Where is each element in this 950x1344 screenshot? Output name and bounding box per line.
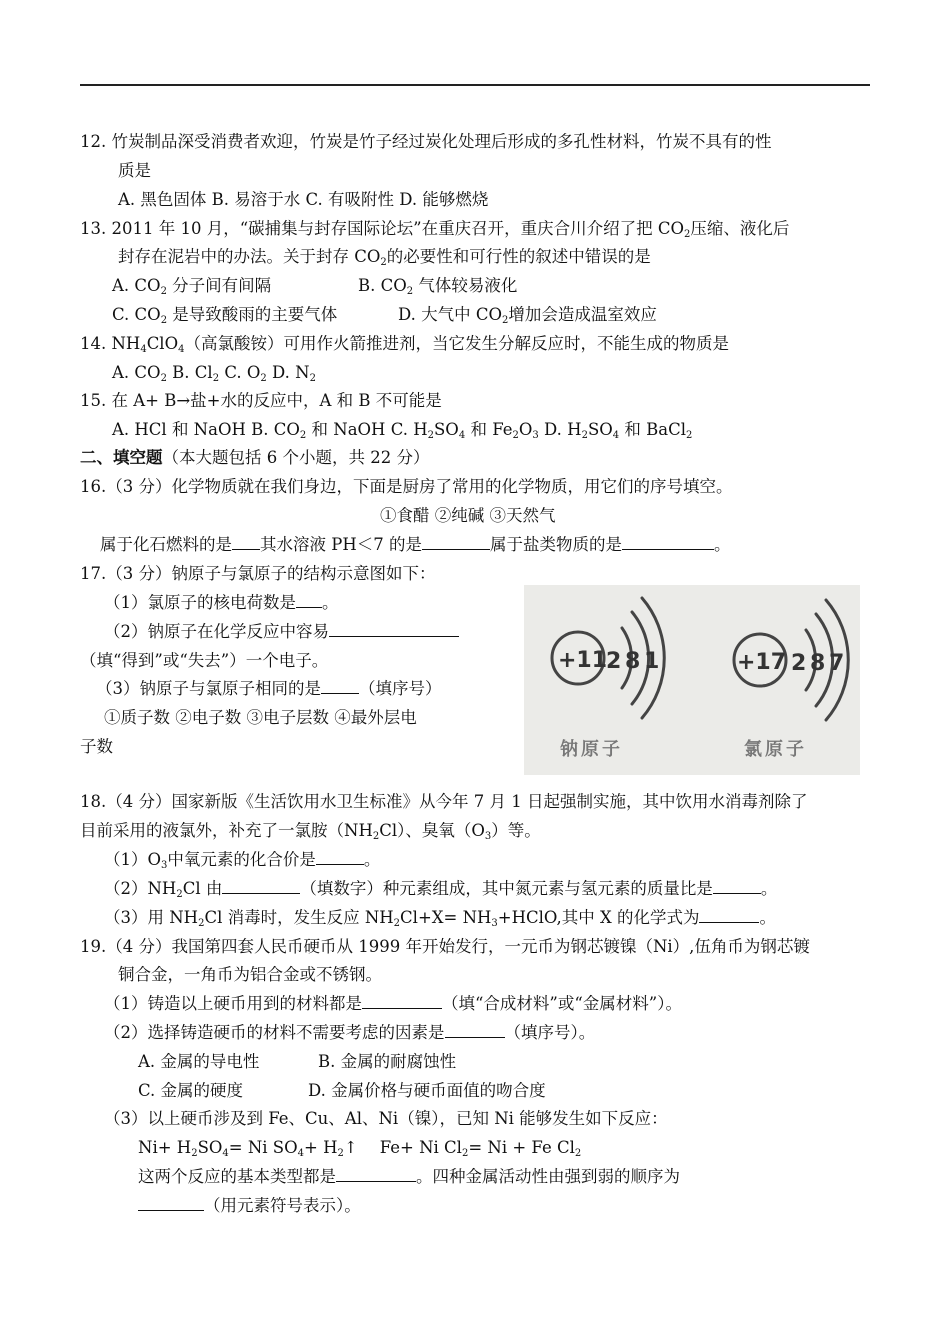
q19-option-b: B. 金属的耐腐蚀性 bbox=[318, 1052, 457, 1071]
q19-stem: 19.（4 分）我国第四套人民币硬币从 1999 年开始发行，一元币为钢芯镀镍（Ni）,伍角币为钢芯镀 bbox=[80, 937, 810, 956]
cl-shell-3-count: 7 bbox=[829, 651, 845, 676]
q17-part3-options-cont: 子数 bbox=[80, 737, 113, 756]
q17-part1: （1）氯原子的核电荷数是 。 bbox=[104, 593, 339, 612]
q13-option-b: B. $CO_2$ 气体较易液化 bbox=[358, 276, 518, 297]
q13-stem: 13. 2011 年 10 月，“碳捕集与封存国际论坛”在重庆召开，重庆合川介绍了把 $CO_2$压缩、液化后 bbox=[80, 219, 790, 240]
q19-stem-cont: 铜合金，一角币为铝合金或不锈钢。 bbox=[118, 965, 382, 984]
q19-option-a: A. 金属的导电性 bbox=[138, 1052, 260, 1071]
q19-part1: （1）铸造以上硬币用到的材料都是 （填“合成材料”或“金属材料”）。 bbox=[104, 994, 682, 1013]
q19-part3-question: 这两个反应的基本类型都是 。四种金属活动性由强到弱的顺序为 bbox=[138, 1167, 680, 1186]
q17-part3-options: ①质子数 ②电子数 ③电子层数 ④最外层电 bbox=[104, 708, 417, 727]
q12-stem-cont: 质是 bbox=[118, 161, 151, 180]
q16-items: ①食醋 ②纯碱 ③天然气 bbox=[380, 506, 556, 525]
header-rule bbox=[80, 84, 870, 86]
cl-shell-1-count: 2 bbox=[791, 651, 807, 676]
q12-stem: 12. 竹炭制品深受消费者欢迎，竹炭是竹子经过炭化处理后形成的多孔性材料，竹炭不具有的性 bbox=[80, 132, 772, 151]
na-shell-3-count: 1 bbox=[644, 649, 660, 674]
q18-stem: 18.（4 分）国家新版《生活饮用水卫生标准》从今年 7 月 1 日起强制实施，其中饮用水消毒剂除了 bbox=[80, 792, 808, 811]
na-shell-1-count: 2 bbox=[606, 649, 622, 674]
q17-part2-cont: （填“得到”或“失去”）一个电子。 bbox=[80, 651, 329, 670]
q12-options: A. 黑色固体 B. 易溶于水 C. 有吸附性 D. 能够燃烧 bbox=[118, 190, 489, 209]
q13-option-d: D. 大气中 $CO_2$增加会造成温室效应 bbox=[398, 305, 657, 326]
q15-stem: 15. 在 A+ B→盐+水的反应中，A 和 B 不可能是 bbox=[80, 391, 442, 410]
q18-part3: （3）用 $NH_2Cl$ 消毒时，发生反应 $NH_2Cl+X=$ $NH_3+HClO$,其中 X 的化学式为 。 bbox=[104, 908, 776, 929]
q15-options: A. HCl 和 NaOH B. $CO_2$ 和 NaOH C. $H_2SO_4$ 和 $Fe_2O_3$ D. $H_2SO_4$ 和 BaCl$_2$ bbox=[112, 420, 693, 441]
na-nucleus-charge: +11 bbox=[558, 648, 608, 673]
cl-atom-label: 氯原子 bbox=[744, 739, 807, 760]
q18-stem-cont: 目前采用的液氯外，补充了一氯胺$(NH_2Cl)$、臭氧$(O_3)$等。 bbox=[80, 821, 541, 842]
q16-stem: 16.（3 分）化学物质就在我们身边，下面是厨房了常用的化学物质，用它们的序号填空。 bbox=[80, 477, 733, 496]
q14-options: A. $CO_2$ B. $Cl_2$ C. $O_2$ D. $N_2$ bbox=[112, 363, 316, 384]
q13-option-c: C. $CO_2$ 是导致酸雨的主要气体 bbox=[112, 305, 338, 326]
cl-shell-2-count: 8 bbox=[810, 651, 826, 676]
q13-option-a: A. $CO_2$ 分子间有间隔 bbox=[112, 276, 272, 297]
q19-part2: （2）选择铸造硬币的材料不需要考虑的因素是 （填序号）。 bbox=[104, 1023, 596, 1042]
na-atom-label: 钠原子 bbox=[560, 739, 623, 760]
cl-nucleus-charge: +17 bbox=[737, 650, 787, 675]
q14-stem: 14. $NH_4ClO_4$（高氯酸铵）可用作火箭推进剂，当它发生分解反应时，不能生成的物质是 bbox=[80, 334, 729, 355]
section-title: 二、填空题（本大题包括 6 个小题，共 22 分） bbox=[80, 448, 430, 467]
q19-part3-question-cont: （用元素符号表示）。 bbox=[138, 1195, 361, 1217]
q17-part2: （2）钠原子在化学反应中容易 bbox=[104, 621, 459, 643]
q19-part3: （3）以上硬币涉及到 Fe、Cu、Al、Ni（镍），已知 Ni 能够发生如下反应： bbox=[104, 1109, 668, 1128]
q19-equations: $Ni+ H_2SO_4= Ni$ $SO_4+$ $H_2↑$ Fe+ Ni $Cl_2= Ni + Fe$ $Cl_2$ bbox=[138, 1138, 582, 1159]
q19-option-d: D. 金属价格与硬币面值的吻合度 bbox=[308, 1081, 546, 1100]
q18-part2: $(2)NH_2Cl$ 由 （填数字）种元素组成，其中氮元素与氢元素的质量比是 。 bbox=[104, 879, 778, 900]
q16-blanks: 属于化石燃料的是 其水溶液 PH＜7 的是 属于盐类物质的是 。 bbox=[100, 535, 731, 554]
na-shell-2-count: 8 bbox=[625, 649, 641, 674]
q17-stem: 17.（3 分）钠原子与氯原子的结构示意图如下： bbox=[80, 564, 436, 583]
q13-stem-cont: 封存在泥岩中的办法。关于封存 $CO_2$的必要性和可行性的叙述中错误的是 bbox=[118, 247, 651, 268]
atom-structure-diagram bbox=[524, 585, 860, 775]
q19-option-c: C. 金属的硬度 bbox=[138, 1081, 244, 1100]
q18-part1: $(1)O_3$中氧元素的化合价是 。 bbox=[104, 850, 381, 871]
q17-part3: （3）钠原子与氯原子相同的是 （填序号） bbox=[96, 679, 442, 698]
